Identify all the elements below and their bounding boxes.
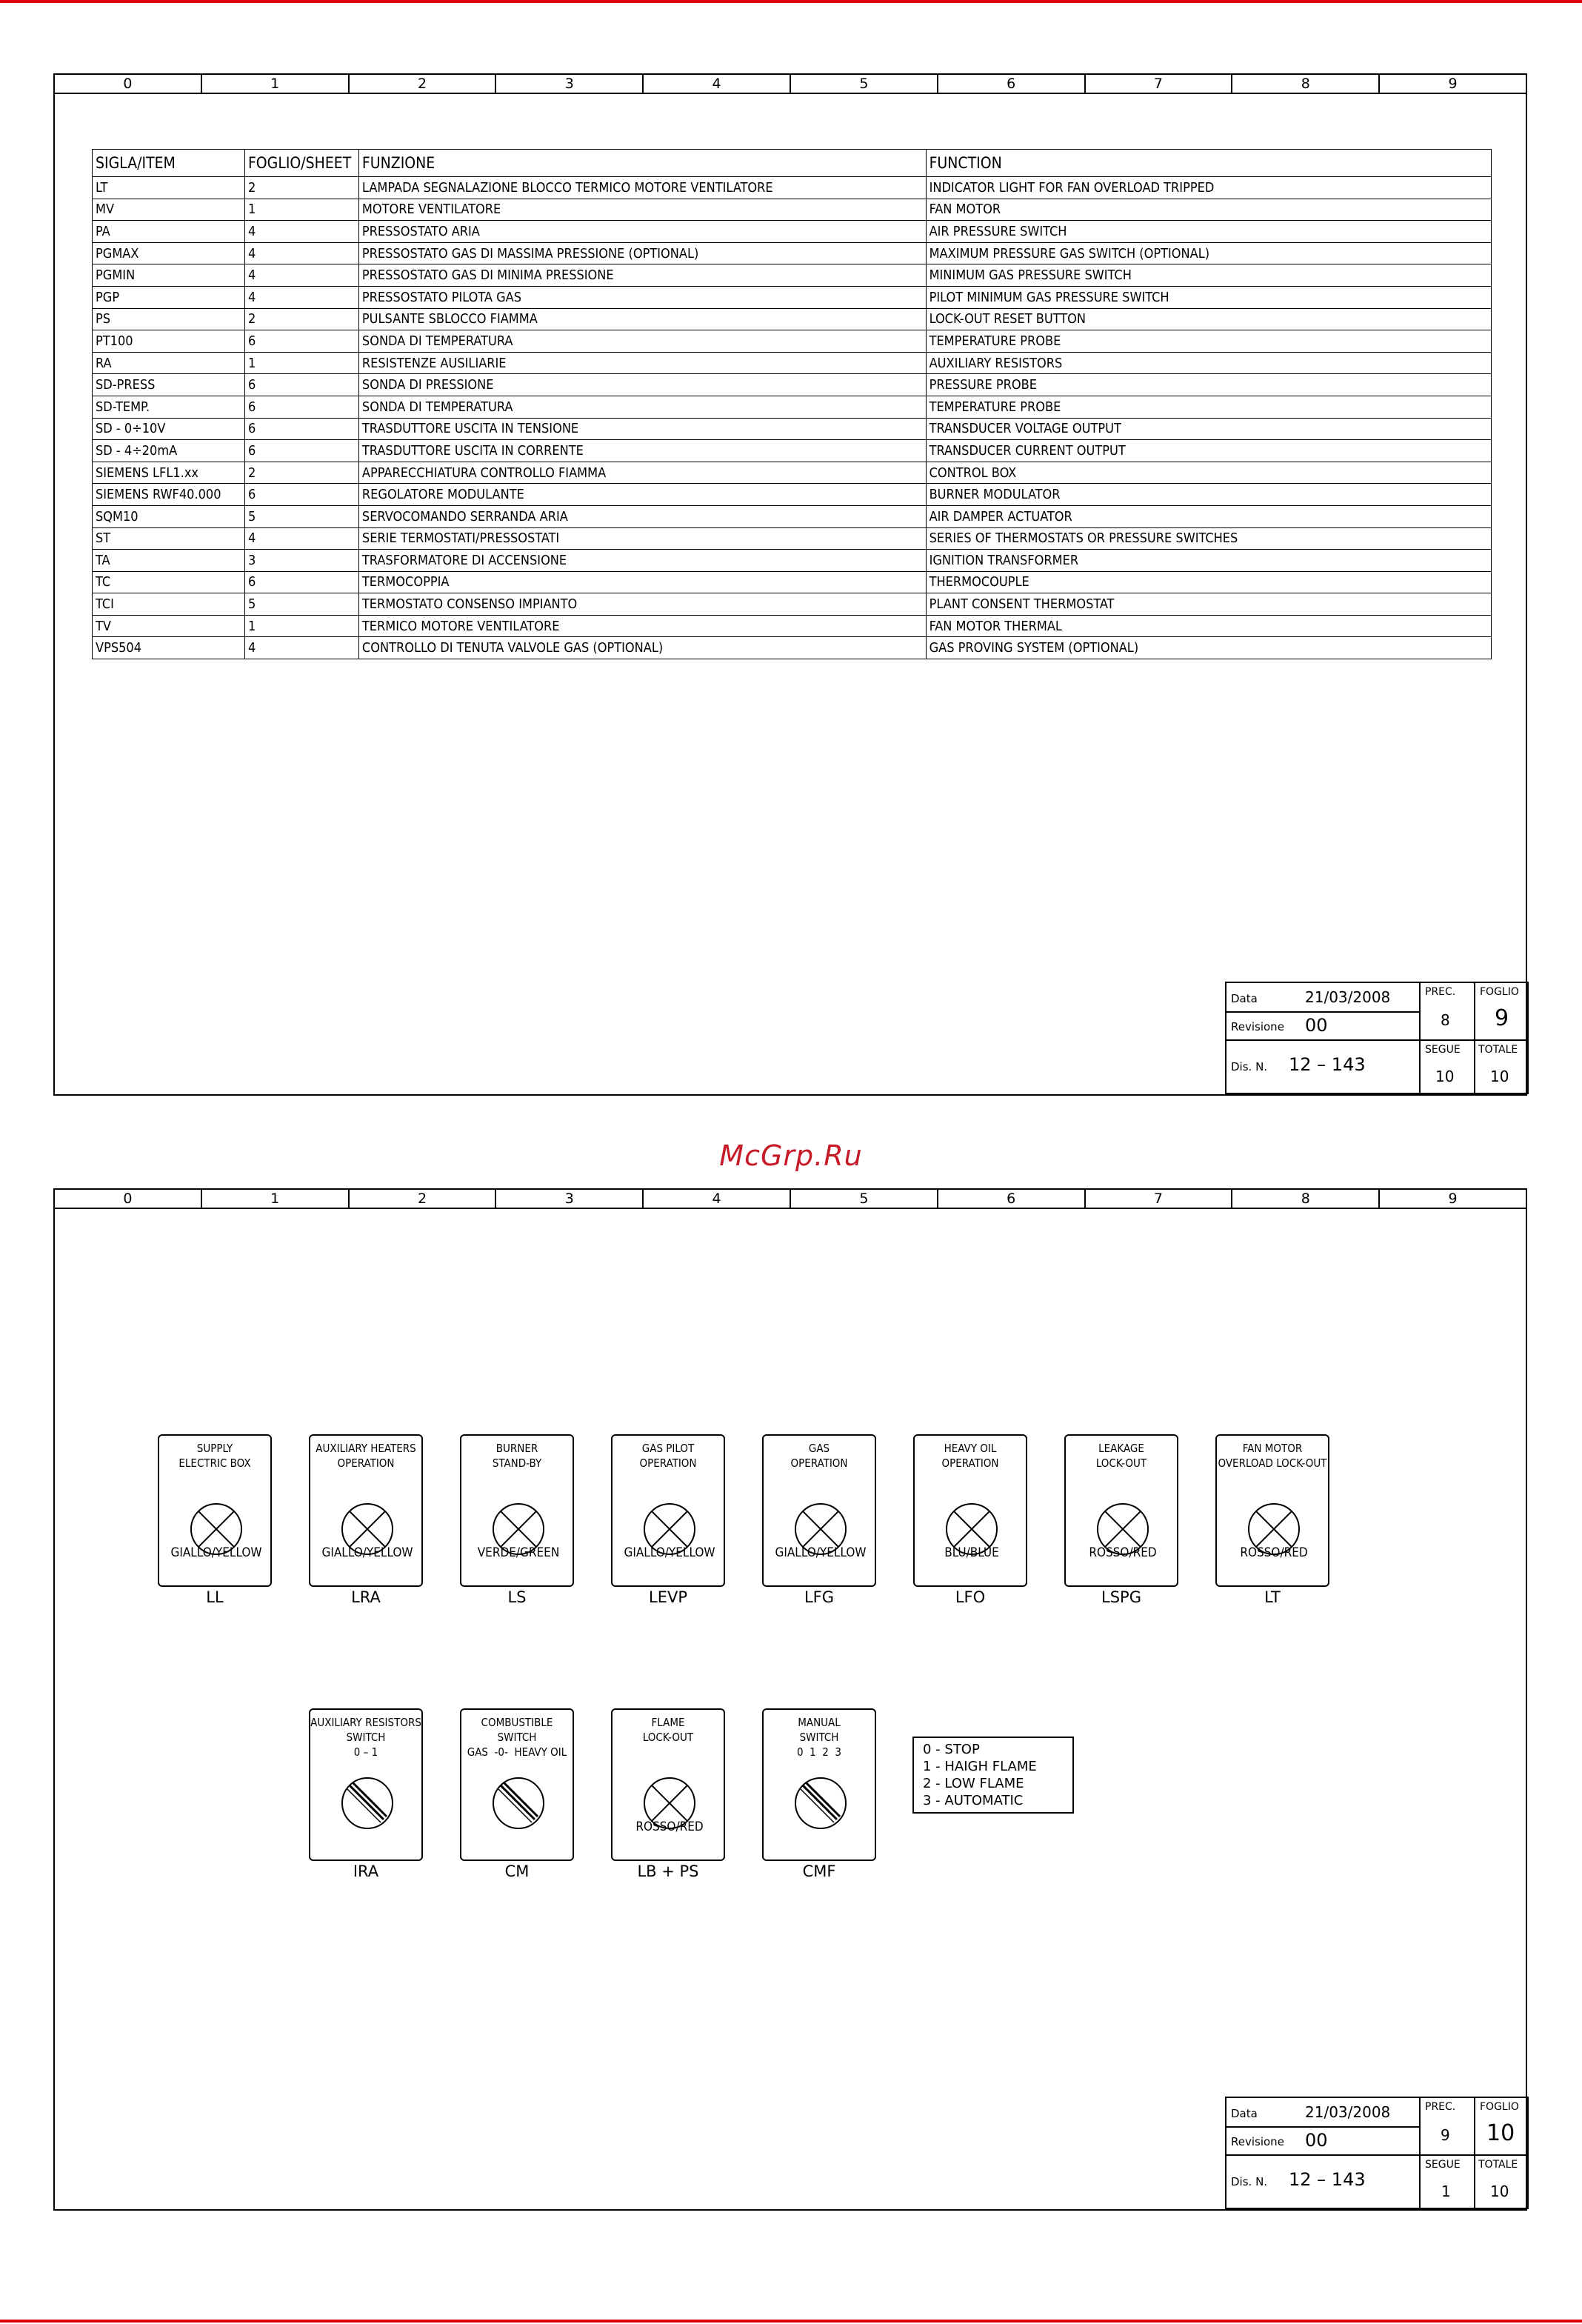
lamp-color-label: BLU/BLUE (944, 1545, 999, 1560)
title-block-sheet-10 (1225, 2097, 1529, 2209)
lamp-symbol (613, 1436, 727, 1588)
revision-label: Revisione (1231, 2135, 1284, 2148)
cell-funzione: TERMOSTATO CONSENSO IMPIANTO (358, 593, 926, 616)
col-header-funzione: FUNZIONE (358, 150, 926, 177)
legend-item: 0 - STOP (923, 1742, 980, 1757)
table-row (93, 505, 1492, 527)
ruler-cell: 5 (791, 1190, 938, 1208)
lamp-color-label: ROSSO/RED (1089, 1545, 1157, 1560)
panel-title: GAS PILOT OPERATION (639, 1442, 697, 1470)
table-row (93, 440, 1492, 462)
panel-title: GAS OPERATION (790, 1442, 848, 1470)
table-row (93, 396, 1492, 418)
column-ruler (55, 1190, 1526, 1209)
cell-item: ST (93, 527, 245, 550)
foglio-value: 10 (1486, 2120, 1515, 2146)
col-header-item: SIGLA/ITEM (93, 150, 245, 177)
col-header-function: FUNCTION (926, 150, 1491, 177)
ruler-cell: 3 (496, 1190, 644, 1208)
cell-function: AIR DAMPER ACTUATOR (926, 505, 1491, 527)
cell-function: IGNITION TRANSFORMER (926, 550, 1491, 572)
ruler-cell: 8 (1232, 1190, 1380, 1208)
cell-function: LOCK-OUT RESET BUTTON (926, 308, 1491, 330)
table-row (93, 330, 1492, 353)
cell-funzione: SERVOCOMANDO SERRANDA ARIA (358, 505, 926, 527)
panel-title: MANUAL SWITCH 0 1 2 3 (796, 1716, 842, 1759)
cell-item: TC (93, 571, 245, 593)
divider (1226, 2154, 1527, 2156)
panel-title: FLAME LOCK-OUT (642, 1716, 694, 1744)
cell-item: SQM10 (93, 505, 245, 527)
panel-title: COMBUSTIBLE SWITCH GAS -0- HEAVY OIL (467, 1716, 567, 1759)
cell-sheet: 6 (244, 330, 358, 353)
lamp-color-label: ROSSO/RED (1240, 1545, 1308, 1560)
cell-sheet: 4 (244, 637, 358, 659)
drawing-sheet-10 (53, 1188, 1527, 2211)
cell-item: PS (93, 308, 245, 330)
panel-title: AUXILIARY HEATERS OPERATION (316, 1442, 416, 1470)
revision-label: Revisione (1231, 1020, 1284, 1033)
indicator-lamp-panel (611, 1434, 725, 1587)
cell-function: AUXILIARY RESISTORS (926, 352, 1491, 374)
table-row (93, 242, 1492, 264)
switch-position-legend (912, 1737, 1074, 1814)
table-row (93, 308, 1492, 330)
indicator-lamp-panel (158, 1434, 272, 1587)
column-ruler (55, 75, 1526, 94)
cell-sheet: 6 (244, 418, 358, 440)
cell-function: PRESSURE PROBE (926, 374, 1491, 396)
table-row (93, 286, 1492, 308)
cell-function: MAXIMUM PRESSURE GAS SWITCH (OPTIONAL) (926, 242, 1491, 264)
cell-sheet: 5 (244, 593, 358, 616)
cell-function: THERMOCOUPLE (926, 571, 1491, 593)
cell-item: SD - 4÷20mA (93, 440, 245, 462)
cell-item: TCI (93, 593, 245, 616)
ruler-cell: 7 (1086, 75, 1233, 93)
panel-tag: CMF (802, 1862, 836, 1880)
prec-label: PREC. (1425, 2101, 1456, 2113)
divider (1226, 1011, 1419, 1013)
cell-funzione: SERIE TERMOSTATI/PRESSOSTATI (358, 527, 926, 550)
title-block-sheet-9 (1225, 982, 1529, 1094)
cell-item: SIEMENS RWF40.000 (93, 484, 245, 506)
divider (1226, 1039, 1527, 1041)
drawing-number-value: 12 – 143 (1289, 1054, 1366, 1075)
cell-function: BURNER MODULATOR (926, 484, 1491, 506)
legend-item: 1 - HAIGH FLAME (923, 1759, 1037, 1774)
top-red-rule (0, 0, 1582, 3)
indicator-lamp-panel (762, 1434, 876, 1587)
cell-funzione: REGOLATORE MODULANTE (358, 484, 926, 506)
ruler-cell: 8 (1232, 75, 1380, 93)
lamp-color-label: VERDE/GREEN (477, 1545, 560, 1560)
table-body (93, 177, 1492, 659)
table-row (93, 615, 1492, 637)
lamp-symbol (915, 1436, 1029, 1588)
panel-tag: LL (206, 1588, 224, 1606)
lamp-symbol (1217, 1436, 1331, 1588)
ruler-cell: 9 (1448, 76, 1458, 92)
cell-item: SD-PRESS (93, 374, 245, 396)
watermark: McGrp.Ru (719, 1139, 863, 1172)
totale-value: 10 (1490, 2183, 1509, 2200)
ruler-cell: 9 (1448, 1191, 1458, 1207)
cell-funzione: LAMPADA SEGNALAZIONE BLOCCO TERMICO MOTORE VENTILATORE (358, 177, 926, 199)
ruler-cell: 2 (350, 1190, 497, 1208)
cell-sheet: 1 (244, 199, 358, 221)
cell-sheet: 6 (244, 440, 358, 462)
ruler-cell: 0 (55, 75, 202, 93)
switch-lever (803, 1785, 837, 1819)
cell-funzione: TRASDUTTORE USCITA IN CORRENTE (358, 440, 926, 462)
cell-sheet: 3 (244, 550, 358, 572)
cell-sheet: 4 (244, 527, 358, 550)
cell-function: TRANSDUCER VOLTAGE OUTPUT (926, 418, 1491, 440)
switch-panel (762, 1708, 876, 1861)
cell-function: CONTROL BOX (926, 462, 1491, 484)
cell-funzione: RESISTENZE AUSILIARIE (358, 352, 926, 374)
lamp-symbol (310, 1436, 424, 1588)
lamp-color-label: GIALLO/YELLOW (775, 1545, 867, 1560)
date-value: 21/03/2008 (1305, 988, 1391, 1006)
col-header-sheet: FOGLIO/SHEET (244, 150, 358, 177)
cell-item: PGMIN (93, 264, 245, 287)
drawing-number-label: Dis. N. (1231, 2175, 1268, 2188)
cell-sheet: 6 (244, 396, 358, 418)
ruler-cell: 6 (938, 1190, 1086, 1208)
cell-item: LT (93, 177, 245, 199)
cell-item: PT100 (93, 330, 245, 353)
switch-panel (460, 1708, 574, 1861)
prec-value: 9 (1441, 2126, 1450, 2144)
panel-tag: LB + PS (637, 1862, 699, 1880)
foglio-label: FOGLIO (1480, 2101, 1519, 2113)
cell-sheet: 2 (244, 308, 358, 330)
cell-sheet: 6 (244, 484, 358, 506)
lamp-symbol (1066, 1436, 1180, 1588)
cell-item: VPS504 (93, 637, 245, 659)
cell-function: TRANSDUCER CURRENT OUTPUT (926, 440, 1491, 462)
table-row (93, 177, 1492, 199)
date-label: Data (1231, 2107, 1258, 2120)
table-row (93, 527, 1492, 550)
panel-tag: LSPG (1101, 1588, 1141, 1606)
cell-item: SD-TEMP. (93, 396, 245, 418)
segue-label: SEGUE (1425, 1044, 1461, 1056)
ruler-cell: 3 (496, 75, 644, 93)
panel-tag: LT (1264, 1588, 1281, 1606)
cell-funzione: PULSANTE SBLOCCO FIAMMA (358, 308, 926, 330)
panel-title: FAN MOTOR OVERLOAD LOCK-OUT (1218, 1442, 1327, 1470)
rotary-switch-symbol (461, 1710, 575, 1862)
cell-function: PLANT CONSENT THERMOSTAT (926, 593, 1491, 616)
date-label: Data (1231, 992, 1258, 1005)
panel-title: SUPPLY ELECTRIC BOX (178, 1442, 251, 1470)
indicator-lamp-panel (1215, 1434, 1329, 1587)
cell-function: MINIMUM GAS PRESSURE SWITCH (926, 264, 1491, 287)
indicator-lamp-panel (460, 1434, 574, 1587)
table-row (93, 571, 1492, 593)
drawing-number-label: Dis. N. (1231, 1060, 1268, 1073)
cell-funzione: TERMICO MOTORE VENTILATORE (358, 615, 926, 637)
cell-funzione: PRESSOSTATO GAS DI MINIMA PRESSIONE (358, 264, 926, 287)
components-table (92, 149, 1492, 659)
table-header-row (93, 150, 1492, 177)
cell-sheet: 1 (244, 352, 358, 374)
cell-sheet: 4 (244, 264, 358, 287)
switch-panel (611, 1708, 725, 1861)
table-row (93, 484, 1492, 506)
panel-tag: LEVP (649, 1588, 687, 1606)
prec-value: 8 (1441, 1011, 1450, 1029)
segue-label: SEGUE (1425, 2159, 1461, 2171)
cell-item: RA (93, 352, 245, 374)
table-row (93, 221, 1492, 243)
cell-sheet: 6 (244, 571, 358, 593)
panel-title: HEAVY OIL OPERATION (941, 1442, 999, 1470)
ruler-cell: 0 (55, 1190, 202, 1208)
panel-tag: LFG (804, 1588, 835, 1606)
lamp-color-label: GIALLO/YELLOW (321, 1545, 413, 1560)
table-row (93, 637, 1492, 659)
ruler-cell: 1 (202, 1190, 350, 1208)
legend-item: 3 - AUTOMATIC (923, 1793, 1024, 1808)
cell-funzione: PRESSOSTATO PILOTA GAS (358, 286, 926, 308)
date-value: 21/03/2008 (1305, 2103, 1391, 2121)
table-row (93, 374, 1492, 396)
cell-sheet: 1 (244, 615, 358, 637)
cell-funzione: TRASDUTTORE USCITA IN TENSIONE (358, 418, 926, 440)
cell-funzione: CONTROLLO DI TENUTA VALVOLE GAS (OPTIONAL) (358, 637, 926, 659)
switch-panel (309, 1708, 423, 1861)
ruler-cell: 2 (350, 75, 497, 93)
legend-item: 2 - LOW FLAME (923, 1776, 1024, 1791)
drawing-number-value: 12 – 143 (1289, 2169, 1366, 2190)
ruler-cell: 7 (1086, 1190, 1233, 1208)
panel-title: LEAKAGE LOCK-OUT (1095, 1442, 1147, 1470)
foglio-label: FOGLIO (1480, 986, 1519, 998)
rotary-switch-symbol (764, 1710, 878, 1862)
lamp-color-label: ROSSO/RED (635, 1819, 704, 1834)
ruler-cell: 4 (644, 1190, 791, 1208)
indicator-lamp-panel (1064, 1434, 1178, 1587)
table-row (93, 199, 1492, 221)
cell-funzione: APPARECCHIATURA CONTROLLO FIAMMA (358, 462, 926, 484)
table-row (93, 462, 1492, 484)
cell-item: SIEMENS LFL1.xx (93, 462, 245, 484)
indicator-lamp-panel (913, 1434, 1027, 1587)
cell-funzione: TRASFORMATORE DI ACCENSIONE (358, 550, 926, 572)
foglio-value: 9 (1495, 1005, 1509, 1031)
cell-sheet: 5 (244, 505, 358, 527)
switch-lever (501, 1785, 535, 1819)
cell-sheet: 2 (244, 462, 358, 484)
cell-sheet: 4 (244, 242, 358, 264)
ruler-cell: 6 (938, 75, 1086, 93)
segue-value: 1 (1441, 2183, 1451, 2200)
cell-funzione: PRESSOSTATO GAS DI MASSIMA PRESSIONE (OPTIONAL) (358, 242, 926, 264)
cell-function: INDICATOR LIGHT FOR FAN OVERLOAD TRIPPED (926, 177, 1491, 199)
indicator-lamp-panel (309, 1434, 423, 1587)
cell-function: TEMPERATURE PROBE (926, 396, 1491, 418)
cell-function: FAN MOTOR THERMAL (926, 615, 1491, 637)
cell-function: TEMPERATURE PROBE (926, 330, 1491, 353)
panel-title: AUXILIARY RESISTORS SWITCH 0 – 1 (310, 1716, 421, 1759)
lamp-symbol (461, 1436, 575, 1588)
totale-label: TOTALE (1478, 1044, 1518, 1056)
cell-funzione: SONDA DI PRESSIONE (358, 374, 926, 396)
cell-funzione: MOTORE VENTILATORE (358, 199, 926, 221)
ruler-cell: 5 (791, 75, 938, 93)
segue-value: 10 (1435, 1068, 1455, 1085)
switch-lever (350, 1785, 384, 1819)
cell-item: PGMAX (93, 242, 245, 264)
bottom-red-rule (0, 2320, 1582, 2323)
table-row (93, 264, 1492, 287)
cell-item: PA (93, 221, 245, 243)
cell-sheet: 4 (244, 221, 358, 243)
lamp-symbol (764, 1436, 878, 1588)
panel-tag: LRA (351, 1588, 381, 1606)
cell-item: SD - 0÷10V (93, 418, 245, 440)
cell-function: PILOT MINIMUM GAS PRESSURE SWITCH (926, 286, 1491, 308)
cell-sheet: 6 (244, 374, 358, 396)
panel-tag: LFO (955, 1588, 986, 1606)
cell-function: AIR PRESSURE SWITCH (926, 221, 1491, 243)
cell-sheet: 4 (244, 286, 358, 308)
table-row (93, 418, 1492, 440)
table-row (93, 352, 1492, 374)
cell-function: FAN MOTOR (926, 199, 1491, 221)
drawing-sheet-9 (53, 73, 1527, 1096)
table-row (93, 550, 1492, 572)
prec-label: PREC. (1425, 986, 1456, 998)
cell-funzione: PRESSOSTATO ARIA (358, 221, 926, 243)
cell-funzione: SONDA DI TEMPERATURA (358, 396, 926, 418)
lamp-symbol (159, 1436, 273, 1588)
lamp-color-label: GIALLO/YELLOW (170, 1545, 262, 1560)
cell-sheet: 2 (244, 177, 358, 199)
panel-tag: LS (507, 1588, 527, 1606)
cell-funzione: TERMOCOPPIA (358, 571, 926, 593)
cell-funzione: SONDA DI TEMPERATURA (358, 330, 926, 353)
cell-item: TA (93, 550, 245, 572)
cell-item: TV (93, 615, 245, 637)
revision-value: 00 (1305, 2130, 1328, 2151)
rotary-switch-symbol (310, 1710, 424, 1862)
divider (1226, 2126, 1419, 2128)
totale-label: TOTALE (1478, 2159, 1518, 2171)
lamp-color-label: GIALLO/YELLOW (624, 1545, 715, 1560)
lamp-symbol (613, 1710, 727, 1862)
panel-title: BURNER STAND-BY (492, 1442, 542, 1470)
panel-tag: IRA (353, 1862, 379, 1880)
cell-item: MV (93, 199, 245, 221)
cell-item: PGP (93, 286, 245, 308)
cell-function: GAS PROVING SYSTEM (OPTIONAL) (926, 637, 1491, 659)
table-row (93, 593, 1492, 616)
ruler-cell: 1 (202, 75, 350, 93)
cell-function: SERIES OF THERMOSTATS OR PRESSURE SWITCHES (926, 527, 1491, 550)
revision-value: 00 (1305, 1015, 1328, 1036)
panel-tag: CM (504, 1862, 530, 1880)
ruler-cell: 4 (644, 75, 791, 93)
totale-value: 10 (1490, 1068, 1509, 1085)
